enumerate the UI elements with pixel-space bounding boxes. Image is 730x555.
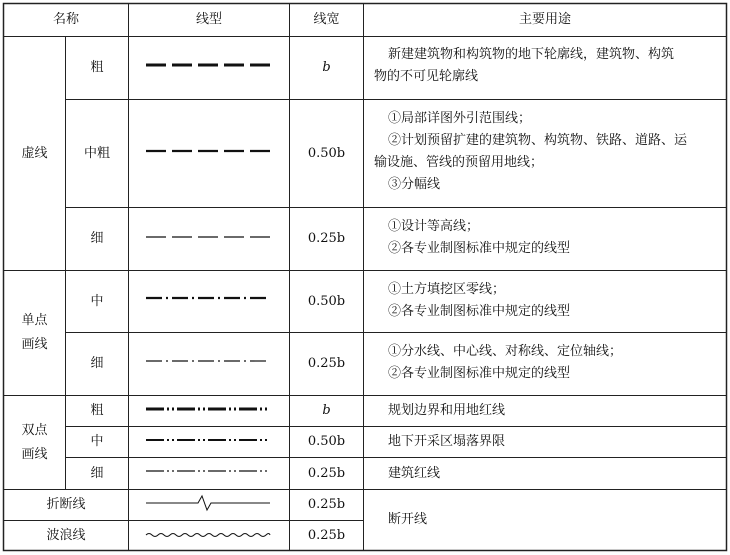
row-7-subtype: 中	[90, 434, 104, 449]
line-samples	[146, 65, 270, 537]
row-3-usage	[388, 216, 570, 260]
row-6-usage: 规划边界和用地红线	[388, 403, 506, 418]
row-4-usage-line1: ①土方填挖区零线；	[388, 282, 506, 297]
row-10-width: 0.25b	[307, 527, 346, 543]
row-8-width: 0.25b	[307, 465, 346, 481]
row-1-width: b	[322, 60, 331, 75]
row-2-usage-line1: ①局部详图外引范围线；	[388, 111, 532, 126]
row-8-subtype: 细	[90, 465, 104, 481]
header-name: 名称	[52, 12, 79, 27]
group-single-dot	[4, 271, 65, 395]
row-5-usage	[388, 341, 622, 385]
row-5-width: 0.25b	[307, 356, 346, 371]
row-5-usage-line2: ②各专业制图标准中规定的线型	[388, 366, 571, 381]
row-8-usage: 建筑红线	[388, 465, 441, 481]
row-4-width: 0.50b	[307, 293, 346, 309]
group-double-dot	[4, 396, 65, 489]
row-3-usage-line1: ①设计等高线；	[388, 219, 480, 234]
row-2-subtype: 中粗	[83, 145, 110, 161]
header-line-width: 线宽	[313, 12, 340, 27]
row-2-usage-line3: 输设施、管线的预留用地线；	[374, 155, 544, 170]
break-usage: 断开线	[388, 512, 428, 527]
row-3-usage-line2: ②各专业制图标准中规定的线型	[388, 241, 571, 256]
row-2-width: 0.50b	[307, 145, 346, 161]
group-double-dot-line1: 双点	[21, 422, 48, 438]
group-dashed: 虚线	[21, 145, 48, 161]
row-4-usage-line2: ②各专业制图标准中规定的线型	[388, 304, 571, 319]
sample-break-line	[146, 496, 270, 510]
group-wave-line: 波浪线	[46, 527, 86, 543]
row-9-width: 0.25b	[307, 497, 346, 512]
row-2-usage	[374, 108, 688, 196]
row-4-subtype: 中	[90, 293, 104, 309]
group-double-dot-line2: 画线	[21, 446, 48, 462]
row-5-usage-line1: ①分水线、中心线、对称线、定位轴线；	[388, 344, 623, 359]
header-line-type: 线型	[195, 12, 222, 27]
row-1-usage-line1: 新建建筑物和构筑物的地下轮廓线，建筑物、构筑	[388, 47, 675, 62]
row-2-usage-line4: ③分幅线	[388, 177, 441, 192]
row-6-subtype: 粗	[90, 403, 104, 418]
group-break-line: 折断线	[46, 497, 86, 512]
row-1-usage-line2: 物的不可见轮廓线	[374, 69, 479, 84]
group-single-dot-line1: 单点	[21, 313, 48, 328]
header-usage: 主要用途	[518, 12, 571, 27]
row-5-subtype: 细	[90, 356, 104, 371]
row-1-usage	[374, 44, 674, 88]
row-1-subtype: 粗	[90, 60, 104, 75]
row-3-width: 0.25b	[307, 231, 346, 246]
row-6-width: b	[322, 403, 331, 418]
sample-wave-line	[146, 534, 270, 537]
group-single-dot-line2: 画线	[21, 337, 48, 352]
row-4-usage	[388, 279, 570, 323]
row-2-usage-line2: ②计划预留扩建的建筑物、构筑物、铁路、道路、运	[388, 133, 688, 148]
row-7-usage: 地下开采区塌落界限	[388, 434, 506, 449]
row-3-subtype: 细	[90, 231, 104, 246]
row-7-width: 0.50b	[307, 434, 346, 449]
